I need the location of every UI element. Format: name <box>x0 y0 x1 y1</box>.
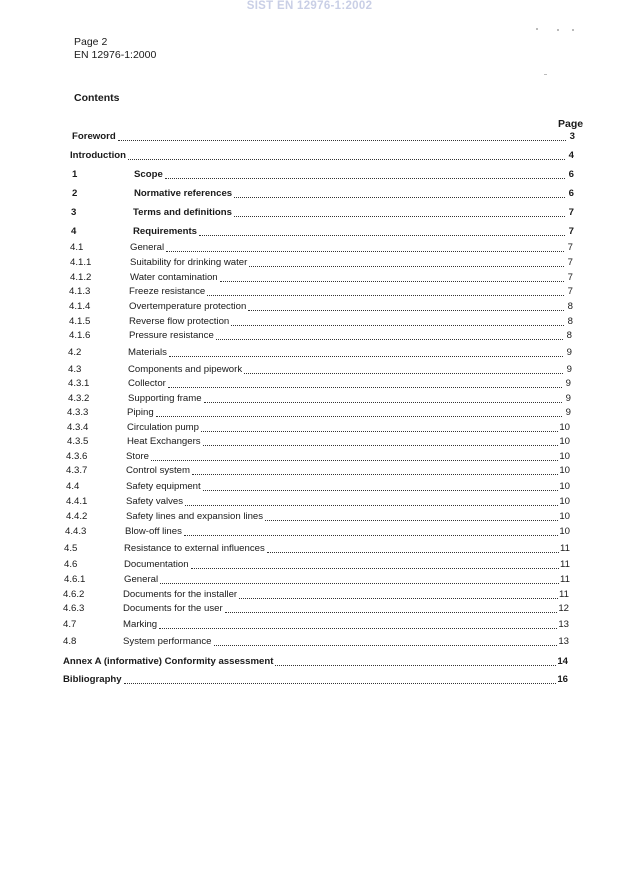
toc-entry-page: 11 <box>560 543 570 554</box>
toc-entry-title: Collector <box>128 378 166 389</box>
toc-entry <box>63 617 569 631</box>
toc-entry-number: 4.1.3 <box>69 286 91 297</box>
toc-entry-number: 4.3.5 <box>67 436 89 447</box>
toc-dot-leader <box>159 628 557 629</box>
toc-entry-title: Store <box>126 451 149 462</box>
toc-dot-leader <box>185 505 558 506</box>
toc-entry <box>64 541 570 555</box>
toc-entry-title: Piping <box>127 407 154 418</box>
toc-entry-page: 10 <box>559 436 570 447</box>
toc-entry-number: 4.8 <box>63 636 77 647</box>
toc-entry <box>72 167 574 181</box>
toc-entry-number: 4.1.2 <box>70 272 92 283</box>
toc-dot-leader <box>225 612 558 613</box>
toc-entry-number: 4.3.2 <box>68 393 90 404</box>
toc-entry-title: Reverse flow protection <box>129 316 230 327</box>
toc-dot-leader <box>214 645 558 646</box>
toc-dot-leader <box>184 535 558 536</box>
toc-entry-page: 7 <box>567 272 573 283</box>
toc-entry-title: Safety valves <box>126 496 184 507</box>
toc-entry-number: 4.1 <box>70 242 84 253</box>
toc-entry-number: 4.6.3 <box>63 603 85 614</box>
toc-dot-leader <box>248 310 564 311</box>
toc-dot-leader <box>231 325 564 326</box>
toc-entry <box>66 509 570 523</box>
toc-entry-page: 7 <box>567 242 573 253</box>
toc-dot-leader <box>216 339 563 340</box>
toc-entry <box>71 224 574 238</box>
toc-dot-leader <box>156 416 562 417</box>
toc-entry-number: 4.4 <box>66 481 80 492</box>
toc-entry <box>63 634 569 648</box>
toc-entry-page: 7 <box>568 207 574 218</box>
standard-id-header: EN 12976-1:2000 <box>74 49 157 61</box>
toc-entry <box>68 391 571 405</box>
toc-dot-leader <box>118 140 566 141</box>
toc-entry-number: 4.4.2 <box>66 511 88 522</box>
toc-entry-number: 2 <box>72 188 78 199</box>
toc-entry-page: 9 <box>566 364 572 375</box>
toc-entry-page: 10 <box>559 496 570 507</box>
toc-entry-page: 10 <box>559 451 570 462</box>
toc-dot-leader <box>249 266 564 267</box>
toc-entry-title: Circulation pump <box>127 422 199 433</box>
toc-entry-page: 16 <box>557 674 568 685</box>
toc-entry-page: 8 <box>567 301 573 312</box>
scan-speck <box>572 29 574 31</box>
toc-entry-title: Requirements <box>133 226 197 237</box>
toc-entry <box>64 572 570 586</box>
toc-dot-leader <box>204 402 562 403</box>
toc-entry-number: 4.3.4 <box>67 422 89 433</box>
toc-entry-title: Components and pipework <box>128 364 243 375</box>
toc-entry-page: 9 <box>565 393 571 404</box>
toc-entry-page: 13 <box>558 636 569 647</box>
toc-entry-title: Pressure resistance <box>129 330 214 341</box>
toc-entry-title: System performance <box>123 636 212 647</box>
toc-entry-number: 4.3.7 <box>66 465 88 476</box>
toc-entry-number: 4.6 <box>64 559 78 570</box>
toc-entry-title: Terms and definitions <box>133 207 232 218</box>
toc-entry <box>66 494 570 508</box>
toc-dot-leader <box>265 520 558 521</box>
toc-entry <box>69 328 572 342</box>
toc-dot-leader <box>128 159 565 160</box>
toc-entry-page: 10 <box>559 481 570 492</box>
toc-entry-title: Scope <box>134 169 163 180</box>
toc-entry <box>67 434 570 448</box>
toc-entry-title: Suitability for drinking water <box>130 257 248 268</box>
toc-entry-page: 14 <box>557 656 568 667</box>
toc-entry <box>63 672 568 686</box>
toc-entry-title: Documents for the installer <box>123 589 238 600</box>
toc-entry-number: 1 <box>72 169 78 180</box>
toc-dot-leader <box>203 445 559 446</box>
toc-dot-leader <box>234 197 565 198</box>
toc-entry <box>66 463 570 477</box>
toc-dot-leader <box>201 431 558 432</box>
toc-dot-leader <box>203 490 559 491</box>
toc-entry-title: Documents for the user <box>123 603 223 614</box>
toc-dot-leader <box>199 235 565 236</box>
toc-entry-page: 6 <box>568 169 574 180</box>
toc-entry-number: 4.6.1 <box>64 574 86 585</box>
toc-entry-title: Annex A (informative) Conformity assessment <box>63 656 274 667</box>
toc-entry-page: 11 <box>560 559 570 570</box>
toc-entry <box>63 587 569 601</box>
toc-entry-number: 4.3.1 <box>68 378 90 389</box>
toc-entry <box>68 345 572 359</box>
toc-entry <box>66 479 570 493</box>
toc-entry <box>69 314 573 328</box>
toc-dot-leader <box>244 373 563 374</box>
toc-entry <box>66 449 570 463</box>
toc-entry-number: 4.6.2 <box>63 589 85 600</box>
toc-entry-title: Control system <box>126 465 190 476</box>
toc-entry-title: Blow-off lines <box>125 526 182 537</box>
watermark: SIST EN 12976-1:2002 <box>246 0 373 12</box>
toc-entry-page: 9 <box>565 378 571 389</box>
toc-entry-number: 4.3 <box>68 364 82 375</box>
toc-dot-leader <box>192 474 558 475</box>
toc-entry <box>70 148 574 162</box>
toc-dot-leader <box>166 251 564 252</box>
toc-entry-number: 4.1.1 <box>70 257 92 268</box>
toc-entry <box>70 255 573 269</box>
toc-entry-title: Resistance to external influences <box>124 543 265 554</box>
toc-entry-title: General <box>124 574 159 585</box>
toc-dot-leader <box>275 665 556 666</box>
toc-entry-number: 4 <box>71 226 77 237</box>
toc-entry <box>72 186 574 200</box>
toc-dot-leader <box>207 295 564 296</box>
toc-entry-number: 4.3.6 <box>66 451 88 462</box>
toc-dot-leader <box>124 683 557 684</box>
toc-entry-number: 4.1.6 <box>69 330 91 341</box>
toc-entry <box>69 299 573 313</box>
toc-dot-leader <box>160 583 559 584</box>
toc-entry-page: 11 <box>560 574 570 585</box>
toc-entry-page: 8 <box>566 330 572 341</box>
toc-entry-page: 9 <box>566 347 572 358</box>
toc-entry <box>67 405 571 419</box>
toc-entry <box>70 270 573 284</box>
toc-entry-number: 4.1.4 <box>69 301 91 312</box>
toc-entry-page: 4 <box>568 150 574 161</box>
toc-entry <box>67 420 570 434</box>
toc-entry-title: Heat Exchangers <box>127 436 201 447</box>
contents-heading: Contents <box>74 92 120 104</box>
toc-entry-title: Introduction <box>70 150 126 161</box>
toc-entry-title: Foreword <box>72 131 116 142</box>
scan-speck <box>536 28 538 30</box>
toc-dot-leader <box>165 178 565 179</box>
toc-entry-number: 4.3.3 <box>67 407 89 418</box>
toc-dot-leader <box>151 460 558 461</box>
toc-entry-title: Supporting frame <box>128 393 202 404</box>
toc-entry-number: 4.4.1 <box>66 496 88 507</box>
toc-entry-number: 4.2 <box>68 347 82 358</box>
toc-entry <box>68 362 572 376</box>
toc-entry-title: Safety equipment <box>126 481 201 492</box>
toc-dot-leader <box>220 281 564 282</box>
toc-entry-page: 10 <box>559 526 570 537</box>
toc-entry-title: Water contamination <box>130 272 218 283</box>
page-column-label: Page <box>558 118 584 130</box>
toc-entry-page: 10 <box>559 465 570 476</box>
toc-entry-number: 4.7 <box>63 619 77 630</box>
toc-entry-number: 4.5 <box>64 543 78 554</box>
toc-dot-leader <box>168 387 562 388</box>
toc-entry-title: Overtemperature protection <box>129 301 247 312</box>
toc-dot-leader <box>169 356 563 357</box>
toc-entry-title: Normative references <box>134 188 233 199</box>
toc-entry-page: 9 <box>565 407 571 418</box>
toc-entry-page: 11 <box>559 589 569 600</box>
toc-entry <box>65 524 570 538</box>
toc-entry <box>69 284 573 298</box>
toc-entry-title: Safety lines and expansion lines <box>126 511 264 522</box>
toc-entry-page: 8 <box>567 316 573 327</box>
toc-entry-page: 10 <box>559 422 570 433</box>
toc-entry-page: 6 <box>568 188 574 199</box>
toc-entry-title: Bibliography <box>63 674 122 685</box>
toc-entry <box>68 376 571 390</box>
toc-dot-leader <box>267 552 559 553</box>
toc-entry <box>71 205 574 219</box>
toc-entry <box>72 129 575 143</box>
toc-entry-number: 4.1.5 <box>69 316 91 327</box>
scan-speck <box>557 29 559 31</box>
toc-entry-title: Materials <box>128 347 167 358</box>
toc-entry <box>70 240 573 254</box>
toc-dot-leader <box>239 598 558 599</box>
toc-entry <box>63 601 569 615</box>
toc-dot-leader <box>191 568 560 569</box>
toc-entry <box>64 557 570 571</box>
toc-entry-page: 3 <box>569 131 575 142</box>
scan-speck <box>544 74 547 75</box>
toc-dot-leader <box>234 216 565 217</box>
toc-entry-page: 12 <box>558 603 569 614</box>
toc-entry-page: 7 <box>567 257 573 268</box>
toc-entry <box>63 654 568 668</box>
toc-entry-page: 10 <box>559 511 570 522</box>
toc-entry-page: 13 <box>558 619 569 630</box>
toc-entry-title: General <box>130 242 165 253</box>
toc-entry-title: Marking <box>123 619 158 630</box>
toc-entry-page: 7 <box>567 286 573 297</box>
toc-entry-title: Freeze resistance <box>129 286 206 297</box>
toc-entry-page: 7 <box>568 226 574 237</box>
page-number-header: Page 2 <box>74 36 108 48</box>
toc-entry-title: Documentation <box>124 559 189 570</box>
toc-entry-number: 4.4.3 <box>65 526 87 537</box>
toc-entry-number: 3 <box>71 207 77 218</box>
